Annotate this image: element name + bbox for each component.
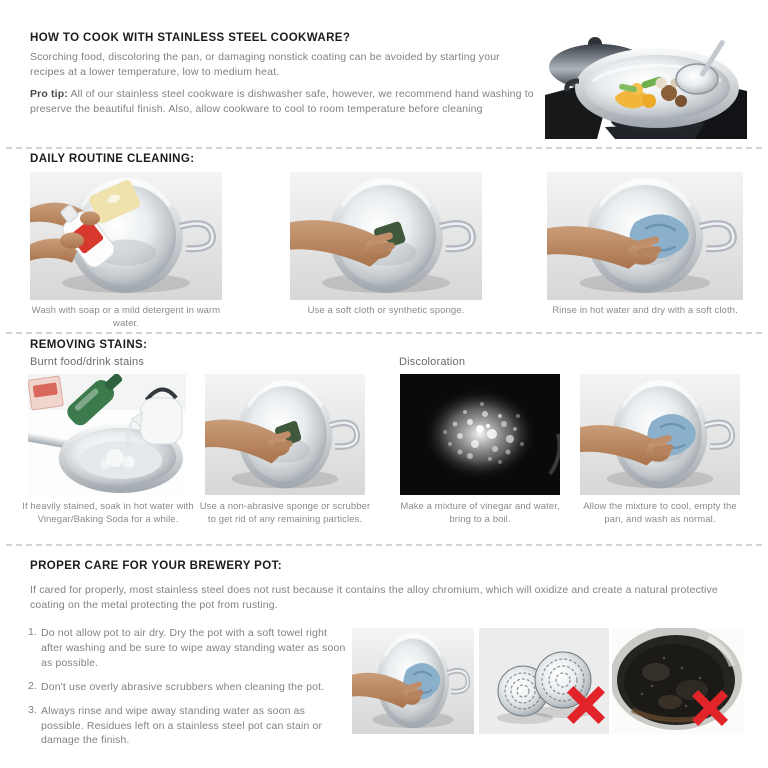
baking-soda-box [28,376,63,410]
daily-caption-3: Rinse in hot water and dry with a soft cloth. [552,305,738,316]
photo-dry-with-towel [352,628,474,734]
photo-rinse-dry [547,172,743,300]
divider [6,544,762,546]
divider [6,332,762,334]
daily-caption-2: Use a soft cloth or synthetic sponge. [307,305,465,316]
care-list-item-3: 3. Always rinse and wipe away standing water as soon as possible. Residues left on a stainless steel pot can stain or damage the finish. [28,703,323,747]
photo-scrub-sponge [205,374,365,495]
section-title-removing-stains: REMOVING STAINS: [30,339,148,351]
pro-tip-text: All of our stainless steel cookware is dishwasher safe, however, we recommend hand washing to preserve the beautiful finish. Also, allow cookware to cool to room temperature before cleaning [30,88,534,115]
label-discoloration: Discoloration [399,356,466,368]
cook-paragraph: Scorching food, discoloring the pan, or damaging nonstick coating can be avoided by starting your recipes at a lower temperature, low to medium heat. [30,51,500,78]
care-paragraph: If cared for properly, most stainless steel does not rust because it contains the alloy chromium, which will oxidize and create a natural protective coating on the metal protecting the pot from rusting. [30,584,718,611]
photo-burnt-pot-prohibited [612,628,745,734]
stains-caption-3: Make a mixture of vinegar and water, bring to a boil. [400,501,560,526]
daily-caption-1: Wash with soap or a mild detergent in warm water. [31,305,221,330]
label-burnt-stains: Burnt food/drink stains [30,356,145,368]
photo-wash-with-soap [30,172,222,300]
photo-steel-scrubbers-prohibited [479,628,609,734]
section-title-daily-cleaning: DAILY ROUTINE CLEANING: [30,153,195,165]
divider [6,147,762,149]
care-list-item-1: 1. Do not allow pot to air dry. Dry the pot with a soft towel right after washing and be sure to wipe away standing water as soon as possible. [28,626,346,669]
care-list [28,626,350,757]
photo-soft-cloth-sponge [290,172,482,300]
stains-caption-1: If heavily stained, soak in hot water with Vinegar/Baking Soda for a while. [22,501,194,526]
pro-tip-label: Pro tip: [30,88,68,100]
stains-caption-2: Use a non-abrasive sponge or scrubber to get rid of any remaining particles. [199,501,371,526]
photo-wash-normal [580,374,740,495]
section-title-proper-care: PROPER CARE FOR YOUR BREWERY POT: [30,560,282,572]
pro-tip-paragraph [30,87,537,117]
photo-wok-cooking [545,31,747,139]
care-list-item-2: 2. Don't use overly abrasive scrubbers when cleaning the pot. [28,679,325,693]
section-title-how-to-cook: HOW TO COOK WITH STAINLESS STEEL COOKWARE? [30,32,351,44]
photo-soak-vinegar [28,374,186,495]
photo-boiling-mixture [400,374,560,495]
stains-caption-4: Allow the mixture to cool, empty the pan, and wash as normal. [583,501,737,526]
